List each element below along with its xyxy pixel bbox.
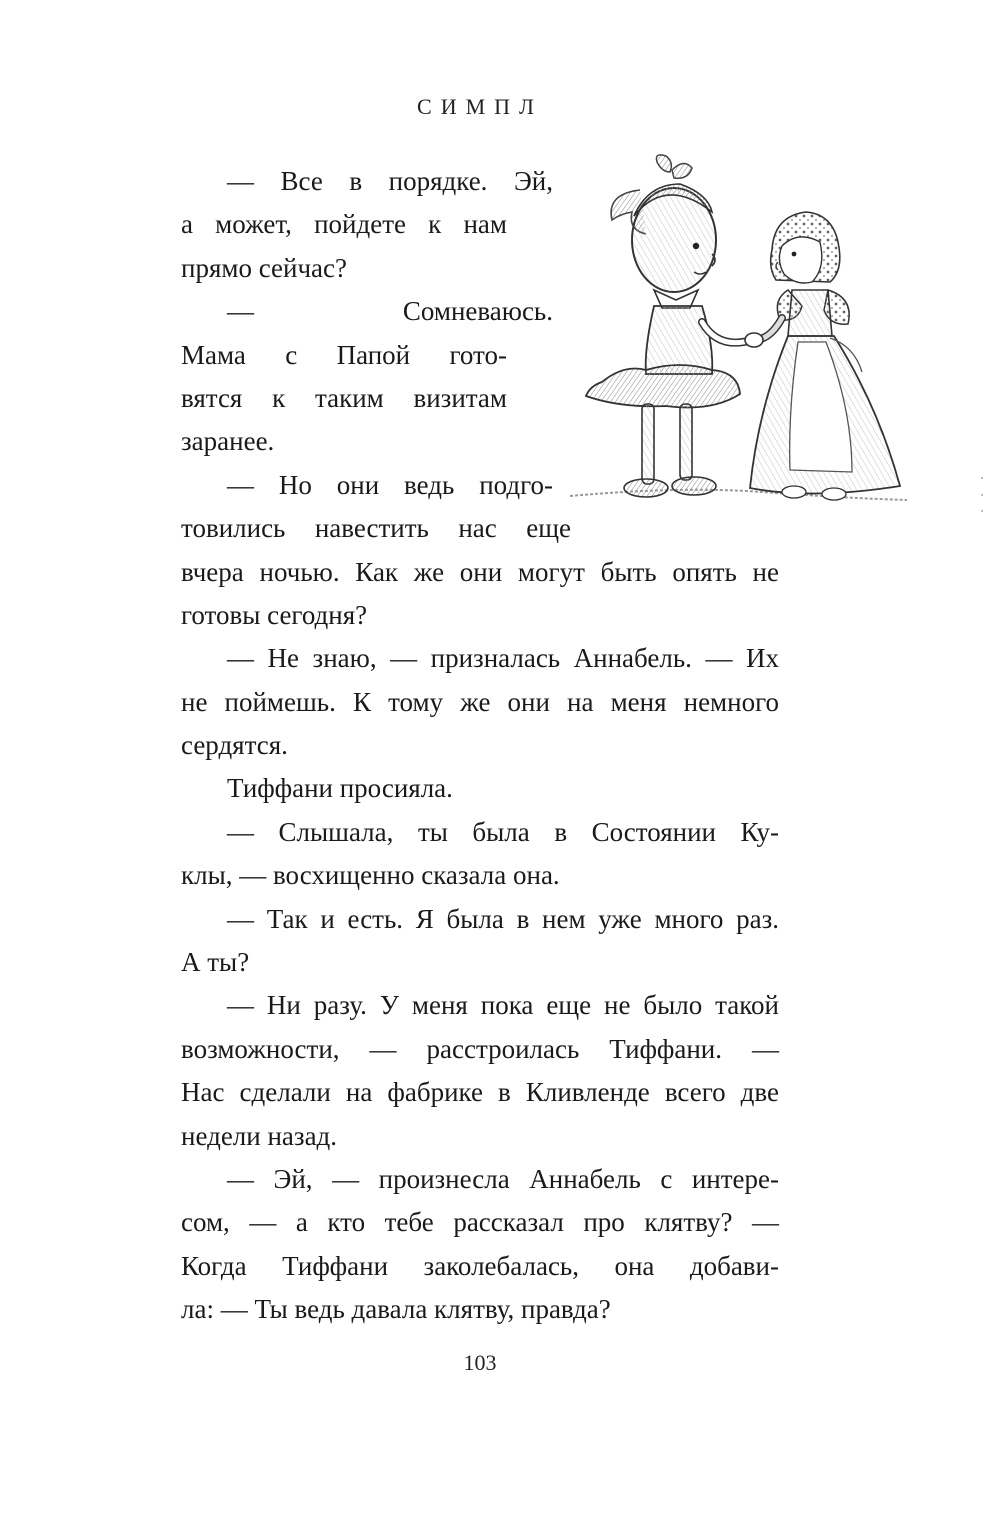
text-line: — Сомневаюсь. <box>227 296 553 327</box>
text-line: сердятся. <box>181 730 288 761</box>
body-text <box>181 160 779 1332</box>
text-line: а может, пойдете к нам <box>181 209 507 240</box>
text-line: Когда Тиффани заколебалась, она добави- <box>181 1250 779 1281</box>
text-line: готовы сегодня? <box>181 599 368 630</box>
text-line: — Эй, — произнесла Аннабель с интере- <box>227 1163 779 1194</box>
text-line: не поймешь. К тому же они на меня немного <box>181 686 779 717</box>
text-line: вятся к таким визитам <box>181 382 507 413</box>
text-line: Тиффани просияла. <box>227 773 453 804</box>
text-line: Мама с Папой гото- <box>181 339 507 370</box>
text-line: товились навестить нас еще <box>181 513 571 544</box>
page-number: 103 <box>463 1350 497 1375</box>
running-head-title: СИМПЛ <box>417 94 543 119</box>
page-edge-marks <box>980 475 984 515</box>
text-line: Нас сделали на фабрике в Кливленде всего две <box>181 1077 779 1108</box>
text-line: прямо сейчас? <box>181 252 347 283</box>
text-line: возможности, — расстроилась Тиффани. — <box>181 1033 779 1064</box>
text-line: — Ни разу. У меня пока еще не было такой <box>227 990 779 1021</box>
text-line: клы, — восхищенно сказала она. <box>181 860 560 891</box>
text-line: заранее. <box>181 426 275 457</box>
text-line: — Но они ведь подго- <box>227 469 553 500</box>
text-line: — Так и есть. Я была в нем уже много раз. <box>227 903 779 934</box>
text-line: сом, — а кто тебе рассказал про клятву? — <box>181 1207 779 1238</box>
text-line: А ты? <box>181 947 250 978</box>
text-line: — Слышала, ты была в Состоянии Ку- <box>227 816 779 847</box>
text-line: — Все в порядке. Эй, <box>227 166 553 196</box>
text-line: ла: — Ты ведь давала клятву, правда? <box>181 1294 611 1325</box>
text-line: — Не знаю, — призналась Аннабель. — Их <box>227 643 779 674</box>
text-line: вчера ночью. Как же они могут быть опять не <box>181 556 779 587</box>
text-line: недели назад. <box>181 1120 338 1151</box>
